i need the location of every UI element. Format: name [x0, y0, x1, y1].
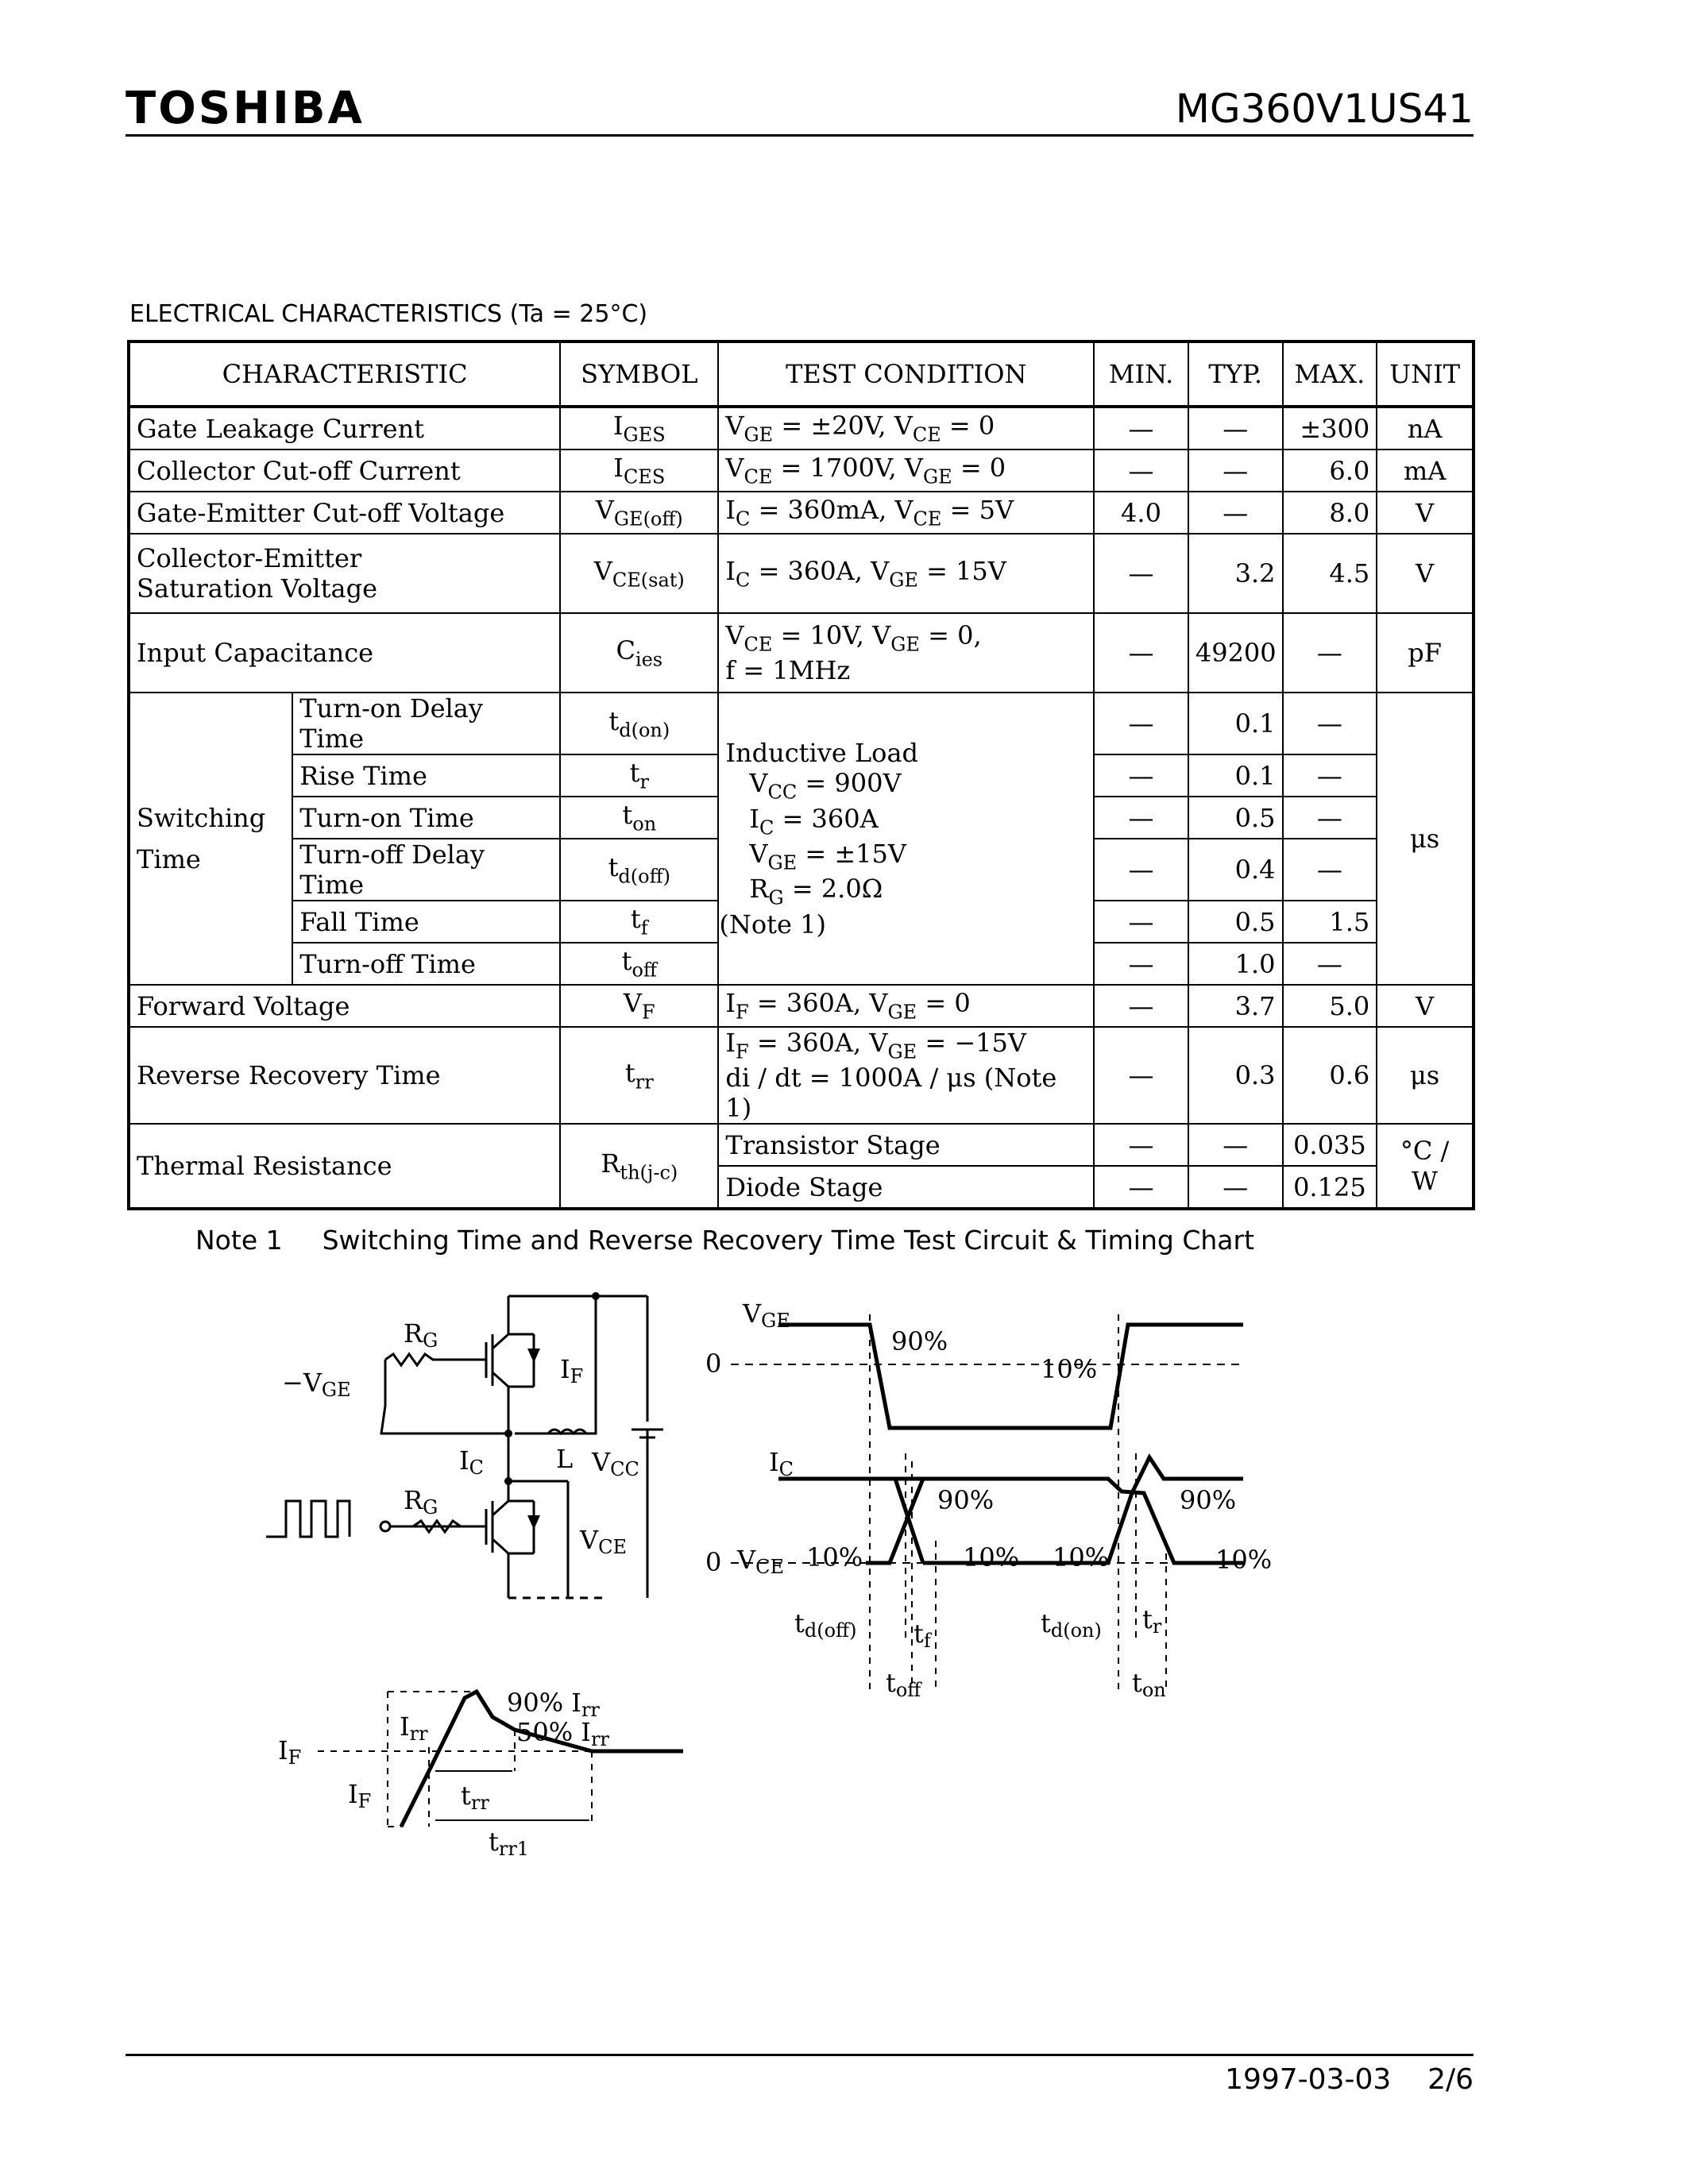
row-condition: $V_{CE} = 1700V$, $V_{GE} = 0$	[718, 450, 1094, 492]
note-1: Note 1 Switching Time and Reverse Recovery Time Test Circuit & Timing Chart	[195, 1225, 1255, 1256]
reverse-recovery-diagram	[270, 1668, 683, 1874]
trr-label: trr	[461, 1781, 489, 1814]
table-row	[129, 450, 1474, 492]
row-max: —	[1283, 797, 1377, 839]
row-condition: Diode Stage	[718, 1166, 1094, 1209]
col-typ: TYP.	[1188, 341, 1283, 407]
row-name: Fall Time	[292, 901, 560, 943]
page-number: 2/6	[1427, 2063, 1474, 2096]
table-row	[129, 407, 1474, 450]
timing-chart-diagram	[699, 1295, 1271, 1707]
toff-label: toff	[886, 1668, 921, 1701]
table-header-row	[129, 341, 1474, 407]
row-condition: $I_C = 360A$, $V_{GE} = 15V$	[718, 534, 1094, 613]
pct10-vce-on-label: 10%	[1215, 1545, 1273, 1575]
if-step-label: IF	[348, 1779, 372, 1812]
row-min: —	[1094, 754, 1188, 797]
pct90-label: 90%	[891, 1326, 948, 1356]
vcc-label: VCC	[592, 1447, 639, 1480]
row-unit: V	[1377, 492, 1474, 534]
row-name: Gate-Emitter Cut-off Voltage	[129, 492, 560, 534]
electrical-characteristics-table	[127, 340, 1475, 1210]
row-max: 1.5	[1283, 901, 1377, 943]
row-max: 0.6	[1283, 1027, 1377, 1124]
row-typ: —	[1188, 407, 1283, 450]
col-max: MAX.	[1283, 341, 1377, 407]
if-circuit-label: IF	[560, 1354, 584, 1387]
row-max: —	[1283, 839, 1377, 901]
zero-label-top: 0	[705, 1349, 722, 1379]
row-symbol: $R_{th(j-c)}$	[560, 1124, 718, 1209]
row-max: 5.0	[1283, 985, 1377, 1027]
row-symbol: $t_{rr}$	[560, 1027, 718, 1124]
row-unit: °C / W	[1377, 1124, 1474, 1209]
row-typ: 0.1	[1188, 693, 1283, 754]
row-symbol: $t_r$	[560, 754, 718, 797]
row-min: —	[1094, 450, 1188, 492]
section-title: ELECTRICAL CHARACTERISTICS (Ta = 25°C)	[129, 300, 648, 328]
row-name: Rise Time	[292, 754, 560, 797]
row-name: Turn-off Time	[292, 943, 560, 985]
row-min: —	[1094, 943, 1188, 985]
row-min: 4.0	[1094, 492, 1188, 534]
row-min: —	[1094, 1027, 1188, 1124]
table-row	[129, 492, 1474, 534]
row-name: Turn-on Time	[292, 797, 560, 839]
row-name: Reverse Recovery Time	[129, 1027, 560, 1124]
trr1-label: trr1	[489, 1827, 530, 1860]
row-symbol: $t_{d(on)}$	[560, 693, 718, 754]
col-symbol: SYMBOL	[560, 341, 718, 407]
td-off-label: td(off)	[794, 1608, 857, 1642]
table-row	[129, 1027, 1474, 1124]
row-unit: nA	[1377, 407, 1474, 450]
vge-chart-label: VGE	[743, 1298, 790, 1332]
row-name: Input Capacitance	[129, 613, 560, 693]
row-min: —	[1094, 1124, 1188, 1166]
irr-90-label: 90% Irr	[507, 1688, 600, 1721]
pct10-ic-off-label: 10%	[963, 1542, 1020, 1572]
row-min: —	[1094, 985, 1188, 1027]
row-max: 8.0	[1283, 492, 1377, 534]
row-typ: —	[1188, 492, 1283, 534]
tr-label: tr	[1142, 1604, 1162, 1638]
row-typ: 49200	[1188, 613, 1283, 693]
row-symbol: $t_{d(off)}$	[560, 839, 718, 901]
footer	[1225, 2063, 1474, 2096]
pct90-ic-off-label: 90%	[937, 1485, 995, 1515]
row-condition: $V_{CE} = 10V$, $V_{GE} = 0$, f = 1MHz	[718, 613, 1094, 693]
row-max: 0.035	[1283, 1124, 1377, 1166]
row-typ: 0.1	[1188, 754, 1283, 797]
row-typ: 3.7	[1188, 985, 1283, 1027]
row-typ: —	[1188, 1166, 1283, 1209]
ic-circuit-label: IC	[459, 1445, 485, 1479]
row-symbol: $t_{on}$	[560, 797, 718, 839]
row-min: —	[1094, 534, 1188, 613]
inductor-label: L	[556, 1444, 574, 1474]
row-max: —	[1283, 943, 1377, 985]
ton-label: ton	[1132, 1668, 1166, 1701]
part-number: MG360V1US41	[1175, 86, 1474, 132]
row-name: Collector-Emitter Saturation Voltage	[129, 534, 560, 613]
row-unit: mA	[1377, 450, 1474, 492]
row-min: —	[1094, 1166, 1188, 1209]
rg-upper-label: RG	[404, 1318, 438, 1352]
row-max: ±300	[1283, 407, 1377, 450]
row-condition: $I_F = 360A$, $V_{GE} = -15V$ di / dt = 1000A / μs (Note 1)	[718, 1027, 1094, 1124]
minus-vge-label: −VGE	[282, 1368, 351, 1401]
row-symbol: $I_{GES}$	[560, 407, 718, 450]
pct10-vce-off-label: 10%	[806, 1542, 863, 1572]
row-condition: $V_{GE} = \pm 20V$, $V_{CE} = 0$	[718, 407, 1094, 450]
row-typ: 1.0	[1188, 943, 1283, 985]
row-condition: $I_F = 360A$, $V_{GE} = 0$	[718, 985, 1094, 1027]
row-unit: μs	[1377, 1027, 1474, 1124]
row-symbol: $V_{GE(off)}$	[560, 492, 718, 534]
row-max: —	[1283, 613, 1377, 693]
row-unit: V	[1377, 534, 1474, 613]
table-row	[129, 1124, 1474, 1166]
row-condition: Transistor Stage	[718, 1124, 1094, 1166]
row-unit: V	[1377, 985, 1474, 1027]
footer-date: 1997-03-03	[1225, 2063, 1392, 2096]
row-max: 0.125	[1283, 1166, 1377, 1209]
brand-logo: TOSHIBA	[126, 83, 365, 134]
row-name: Turn-off Delay Time	[292, 839, 560, 901]
row-typ: 0.3	[1188, 1027, 1283, 1124]
row-max: —	[1283, 693, 1377, 754]
row-min: —	[1094, 613, 1188, 693]
col-min: MIN.	[1094, 341, 1188, 407]
row-symbol: $t_{off}$	[560, 943, 718, 985]
row-symbol: $V_{CE(sat)}$	[560, 534, 718, 613]
row-name: Forward Voltage	[129, 985, 560, 1027]
table-row	[129, 534, 1474, 613]
row-unit: pF	[1377, 613, 1474, 693]
ic-chart-label: IC	[769, 1447, 794, 1480]
row-condition: $I_C = 360mA$, $V_{CE} = 5V$	[718, 492, 1094, 534]
row-typ: 0.4	[1188, 839, 1283, 901]
row-min: —	[1094, 693, 1188, 754]
row-typ: —	[1188, 450, 1283, 492]
row-max: 6.0	[1283, 450, 1377, 492]
row-name: Gate Leakage Current	[129, 407, 560, 450]
header-rule	[126, 134, 1474, 137]
col-characteristic: CHARACTERISTIC	[129, 341, 560, 407]
switching-condition: Inductive Load $V_{CC} = 900V$ $I_C = 360A$ $V_{GE} = \pm 15V$ $R_G = 2.0\Omega$ (Note 1)	[718, 693, 1094, 985]
table-row	[129, 985, 1474, 1027]
switching-group-label: Switching Time	[129, 693, 292, 985]
row-typ: 3.2	[1188, 534, 1283, 613]
footer-rule	[126, 2054, 1474, 2056]
vce-circuit-label: VCE	[580, 1525, 627, 1558]
switching-unit: μs	[1377, 693, 1474, 985]
pct10-ic-on-label: 10%	[1053, 1542, 1110, 1572]
if-rr-label: IF	[278, 1735, 302, 1769]
row-symbol: $I_{CES}$	[560, 450, 718, 492]
row-min: —	[1094, 839, 1188, 901]
td-on-label: td(on)	[1041, 1608, 1102, 1642]
row-min: —	[1094, 407, 1188, 450]
row-typ: 0.5	[1188, 797, 1283, 839]
test-circuit-diagram	[254, 1287, 667, 1620]
tf-label: tf	[914, 1619, 931, 1652]
row-min: —	[1094, 901, 1188, 943]
row-max: 4.5	[1283, 534, 1377, 613]
rg-lower-label: RG	[404, 1485, 438, 1518]
row-name: Thermal Resistance	[129, 1124, 560, 1209]
row-name: Turn-on Delay Time	[292, 693, 560, 754]
irr-label: Irr	[400, 1711, 428, 1745]
col-test-condition: TEST CONDITION	[718, 341, 1094, 407]
row-max: —	[1283, 754, 1377, 797]
irr-50-label: 50% Irr	[516, 1717, 609, 1750]
row-symbol: $t_f$	[560, 901, 718, 943]
row-typ: 0.5	[1188, 901, 1283, 943]
pct90-ic-on-label: 90%	[1180, 1485, 1237, 1515]
row-name: Collector Cut-off Current	[129, 450, 560, 492]
pct10-label: 10%	[1041, 1354, 1098, 1384]
table-row	[129, 613, 1474, 693]
col-unit: UNIT	[1377, 341, 1474, 407]
row-symbol: $C_{ies}$	[560, 613, 718, 693]
vce-chart-label: VCE	[737, 1545, 784, 1578]
row-symbol: $V_F$	[560, 985, 718, 1027]
row-typ: —	[1188, 1124, 1283, 1166]
table-row	[129, 693, 1474, 754]
zero-label-bottom: 0	[705, 1547, 722, 1577]
row-min: —	[1094, 797, 1188, 839]
